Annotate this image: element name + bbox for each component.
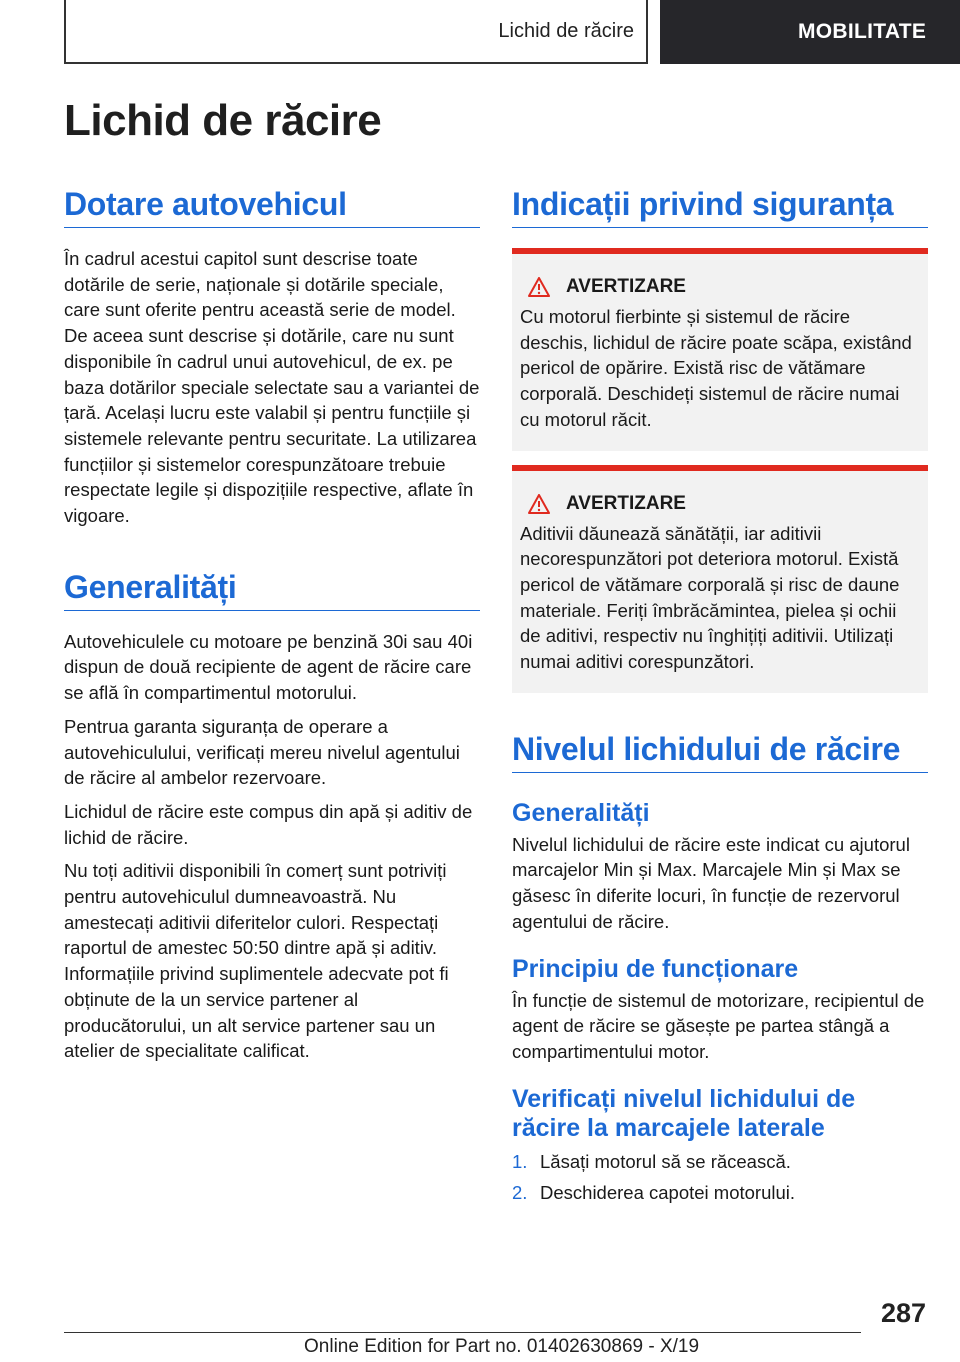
subheading-verificati: Verificați nivelul lichidului de răcire la marcajele laterale	[512, 1084, 856, 1142]
page-number: 287	[880, 1298, 926, 1328]
heading-generalitati: Generalități	[64, 569, 480, 611]
warning-label-2: AVERTIZARE	[566, 492, 686, 514]
steps-list	[512, 1149, 928, 1206]
list-item	[512, 1180, 928, 1206]
header-chapter-tab	[660, 0, 960, 64]
subheading-generalitati: Generalități	[512, 798, 650, 827]
warning-text-1: Cu motorul fierbinte și sistemul de răcire deschis, lichidul de răcire poate scăpa, existând pericol de opărire. Există risc de vătămare corporală. Deschideți sistemul de răcire numai cu motorul răcit.	[520, 306, 912, 430]
subheading-principiu: Principiu de funcționare	[512, 954, 799, 983]
warning-triangle-icon	[528, 494, 550, 514]
paragraph-dotare: În cadrul acestui capitol sunt descrise toate dotările de serie, naționale și dotările speciale, care sunt oferite pentru această serie de model. De aceea sunt descrise și dotările, care nu sunt disponibile în cadrul unui autovehicul, de ex. pe baza dotărilor speciale selectate sau a variantei de țară. Același lucru este valabil și pentru funcțiile și sistemele relevante pentru securitate. La utilizarea funcțiilor și sistemelor corespunzătoare trebuie respectate legile și dispozițiile respective, aflate în vigoare.	[64, 248, 480, 527]
heading-nivel: Nivelul lichidului de răcire	[512, 731, 928, 773]
paragraph-generalitati-2: Pentrua garanta siguranța de operare a autovehiculului, verificați mereu nivelul agentului de răcire al ambelor rezervoare.	[64, 715, 460, 789]
list-item	[512, 1149, 928, 1175]
paragraph-generalitati-4: Nu toți aditivii disponibili în comerț sunt potriviți pentru autovehiculul dumneavoastră. Nu amestecați aditivii diferitelor culori. Respectați raportul de amestec 50:50 dintre apă și aditiv. Informațiile privind suplimentele adecvate pot fi obținute de la un service partener al producătorului, un alt service partener sau un atelier de specialitate calificat.	[64, 860, 449, 1062]
step-text: Lăsați motorul să se răcească.	[540, 1150, 791, 1172]
warning-text-2: Aditivii dăunează sănătății, iar aditivii necorespunzători pot deteriora motorul. Există pericol de vătămare corporală și risc de daune materiale. Feriți îmbrăcămintea, pielea și ochii de aditivi, respectiv nu înghițiți aditivii. Utilizați numai aditivi corespunzători.	[520, 522, 900, 673]
warning-box-1	[512, 248, 928, 451]
right-column	[512, 186, 928, 1212]
step-text: Deschiderea capotei motorului.	[540, 1182, 796, 1204]
footer-divider	[64, 1332, 861, 1333]
heading-dotare: Dotare autovehicul	[64, 186, 480, 228]
left-column	[64, 186, 480, 1064]
page-title: Lichid de răcire	[64, 96, 382, 145]
paragraph-nivel-generalitati: Nivelul lichidului de răcire este indicat cu ajutorul marcajelor Min și Max. Marcajele Min și Max se găsesc în diferite locuri, în funcție de rezervorul agentului de răcire.	[512, 833, 910, 932]
paragraph-generalitati-3: Lichidul de răcire este compus din apă și aditiv de lichid de răcire.	[64, 800, 473, 848]
header-section-title: Lichid de răcire	[498, 19, 634, 42]
heading-siguranta: Indicații privind siguranța	[512, 186, 928, 228]
paragraph-generalitati-1: Autovehiculele cu motoare pe benzină 30i sau 40i dispun de două recipiente de agent de răcire care se află în compartimentul motorului.	[64, 630, 473, 704]
step-number: 1.	[512, 1150, 528, 1172]
warning-label-1: AVERTIZARE	[566, 276, 686, 297]
header-chapter-label: MOBILITATE	[798, 20, 927, 43]
header-section-tab	[64, 0, 648, 64]
footer-edition: Online Edition for Part no. 01402630869 - X/19	[304, 1336, 700, 1357]
warning-box-2	[512, 465, 928, 693]
warning-triangle-icon	[528, 277, 550, 297]
step-number: 2.	[512, 1182, 528, 1204]
paragraph-principiu: În funcție de sistemul de motorizare, recipientul de agent de răcire se găsește pe partea stângă a compartimentului motor.	[512, 989, 925, 1062]
